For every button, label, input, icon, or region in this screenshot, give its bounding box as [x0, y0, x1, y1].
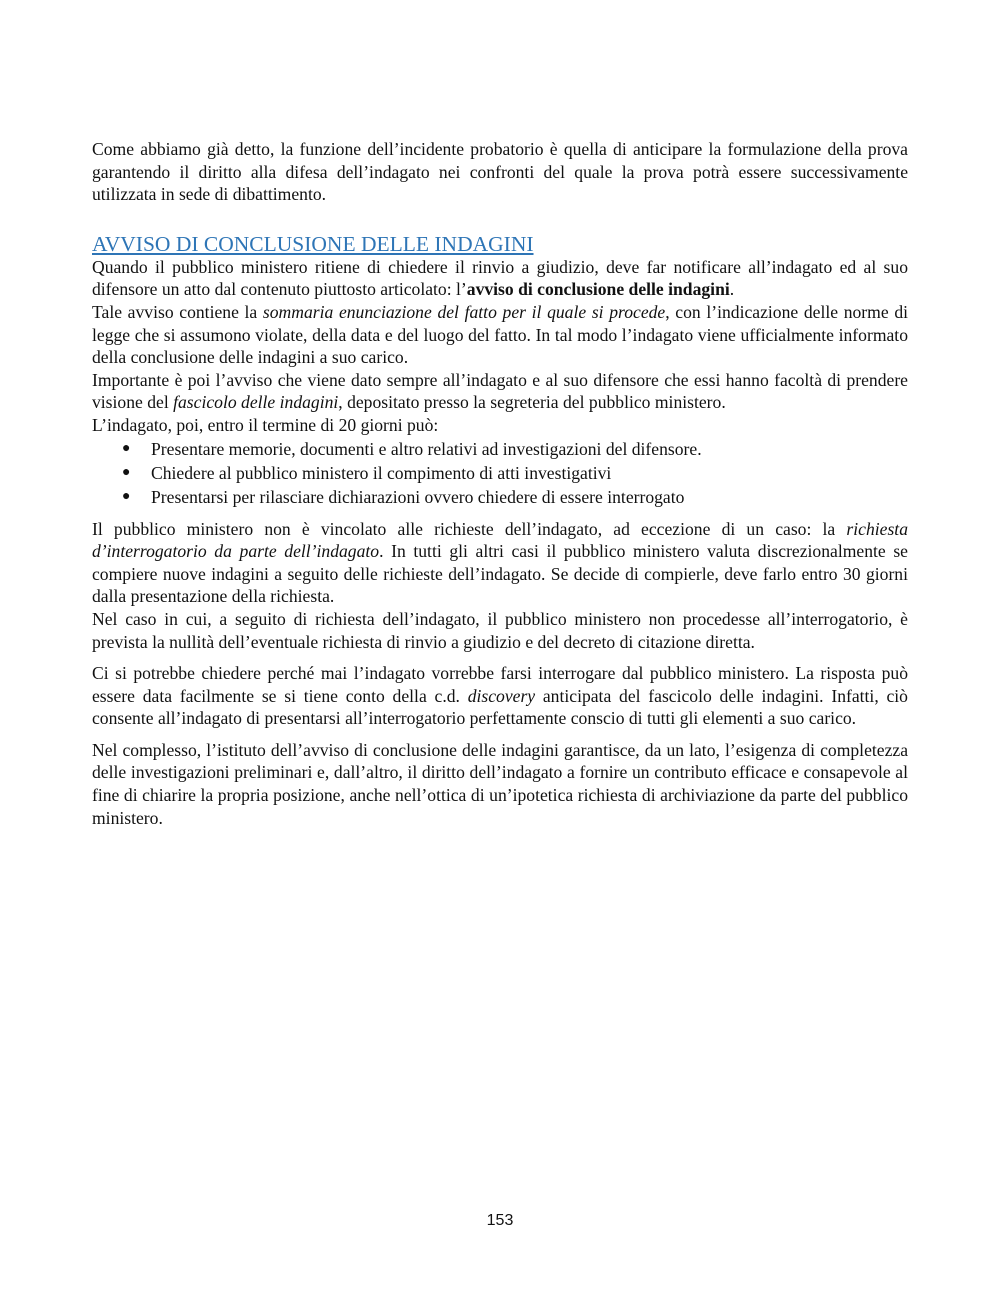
document-page — [92, 138, 908, 829]
list-item: ● Presentare memorie, documenti e altro relativi ad investigazioni del difensore. — [122, 438, 702, 459]
page-number: 153 — [486, 1212, 514, 1229]
paragraph-discovery: Ci si potrebbe chiedere perché mai l’indagato vorrebbe farsi interrogare dal pubblico ministero. La risposta può essere data facilmente se si tiene conto della c.d. discovery anticipata del fascicolo delle indagini. Infatti, ciò consente all’indagato di presentarsi all’interrogatorio perfettamente conscio di tutti gli elementi a suo carico. — [92, 663, 908, 729]
bullet-icon: ● — [122, 440, 131, 456]
list-item: ● Chiedere al pubblico ministero il compimento di atti investigativi — [122, 462, 612, 483]
italic-term: richiesta d’interrogatorio da parte dell’indagato — [92, 518, 908, 562]
bold-term: avviso di conclusione delle indagini — [466, 279, 730, 300]
bullet-icon: ● — [122, 464, 131, 480]
section-heading[interactable]: AVVISO DI CONCLUSIONE DELLE INDAGINI — [92, 231, 534, 256]
paragraph-contenuto-avviso: Tale avviso contiene la sommaria enunciazione del fatto per il quale si procede, con l’indicazione delle norme di legge che si assumono violate, della data e del luogo del fatto. In tal modo l’indagato viene ufficialmente informato della conclusione delle indagini a suo carico. — [92, 301, 909, 368]
list-item: ● Presentarsi per rilasciare dichiarazioni ovvero chiedere di essere interrogato — [122, 486, 685, 507]
intro-paragraph: Come abbiamo già detto, la funzione dell’incidente probatorio è quella di anticipare la formulazione della prova garantendo il diritto alla difesa dell’indagato nei confronti del quale la prova potrà essere successivamente utilizzata in sede di dibattimento. — [92, 139, 908, 205]
facolta-list — [92, 437, 908, 509]
paragraph-conclusione: Nel complesso, l’istituto dell’avviso di conclusione delle indagini garantisce, da un lato, l’esigenza di completezza delle investigazioni preliminari e, dall’altro, il diritto dell’indagato a fornire un contributo efficace e consapevole al fine di chiarire la propria posizione, anche nell’ottica di un’ipotetica richiesta di archiviazione da parte del pubblico ministero. — [92, 739, 908, 828]
paragraph-nullita: Nel caso in cui, a seguito di richiesta dell’indagato, il pubblico ministero non procedesse all’interrogatorio, è prevista la nullità dell’eventuale richiesta di rinvio a giudizio e del decreto di citazione diretta. — [92, 608, 908, 652]
paragraph-termine: L’indagato, poi, entro il termine di 20 giorni può: — [92, 414, 439, 435]
italic-term: sommaria enunciazione del fatto per il quale si procede — [262, 301, 666, 322]
italic-term: discovery — [467, 685, 536, 706]
paragraph-notifica: Quando il pubblico ministero ritiene di chiedere il rinvio a giudizio, deve far notificare all’indagato ed al suo difensore un atto dal contenuto piuttosto articolato: l’avviso di conclusione delle indagini. — [92, 256, 908, 300]
bullet-icon: ● — [122, 488, 131, 504]
paragraph-fascicolo: Importante è poi l’avviso che viene dato sempre all’indagato e al suo difensore che essi hanno facoltà di prendere visione del fascicolo delle indagini, depositato presso la segreteria del pubblico ministero. — [92, 369, 908, 413]
italic-term: fascicolo delle indagini — [173, 392, 339, 413]
paragraph-vincolo: Il pubblico ministero non è vincolato alle richieste dell’indagato, ad eccezione di un caso: la richiesta d’interrogatorio da parte dell’indagato. In tutti gli altri casi il pubblico ministero valuta discrezionalmente se compiere nuove indagini a seguito delle richieste dell’indagato. Se decide di compierle, deve farlo entro 30 giorni dalla presentazione della richiesta. — [92, 518, 908, 607]
